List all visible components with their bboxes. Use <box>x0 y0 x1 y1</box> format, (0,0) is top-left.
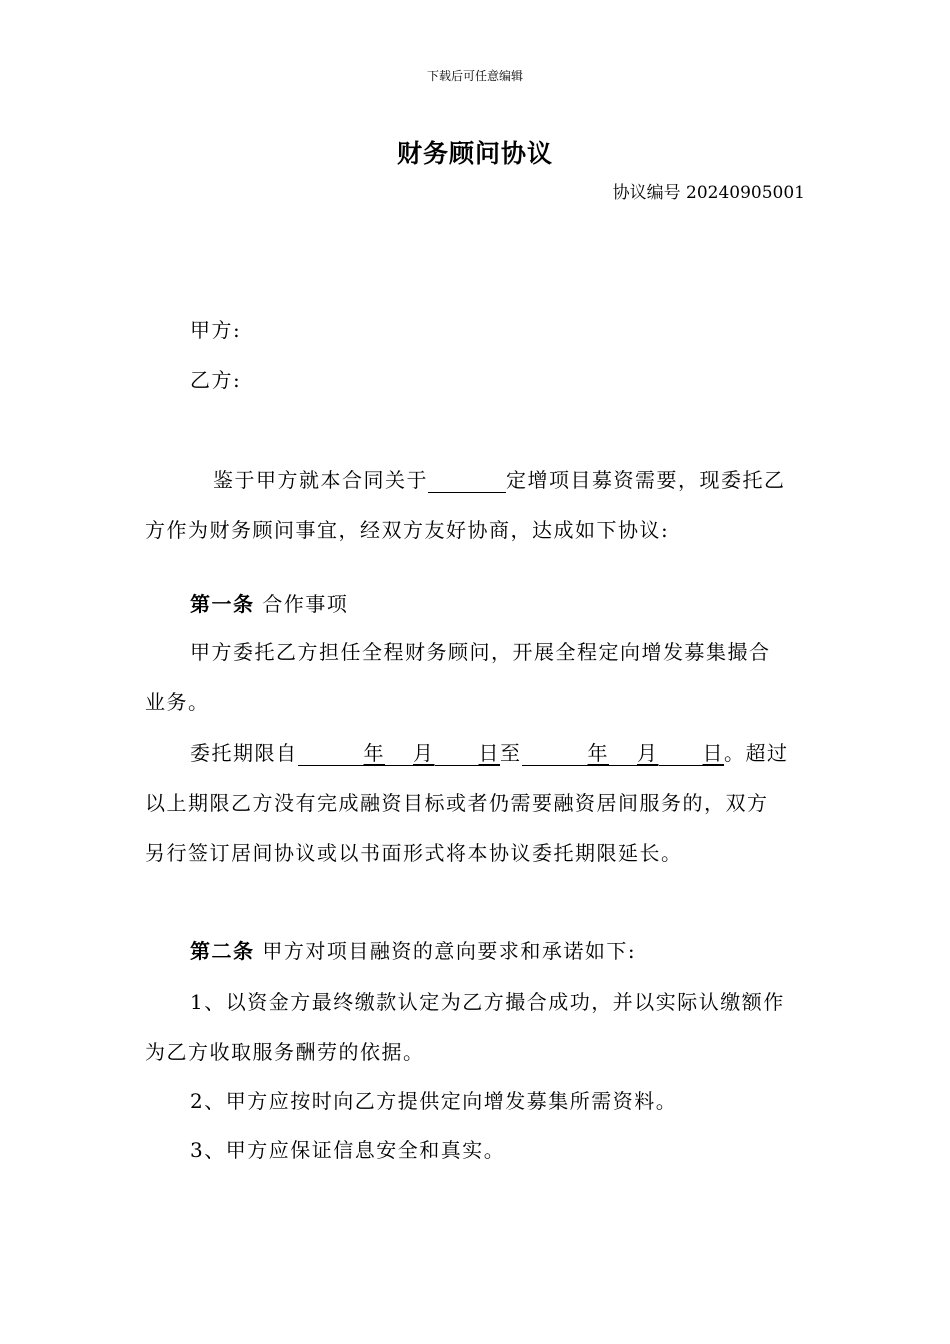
end-month-blank <box>609 743 637 766</box>
article-2-item-1-line-1: 1、以资金方最终缴款认定为乙方撮合成功，并以实际认缴额作 <box>190 990 785 1014</box>
start-day-blank <box>435 743 479 766</box>
agreement-number: 协议编号 20240905001 <box>612 183 805 203</box>
article-2-label: 第二条 <box>190 939 255 963</box>
header-note: 下载后可任意编辑 <box>426 69 523 83</box>
article-1-para-1-line-1: 甲方委托乙方担任全程财务顾问，开展全程定向增发募集撮合 <box>190 640 771 664</box>
start-month-blank <box>385 743 413 766</box>
project-name-blank <box>428 470 506 493</box>
preamble-text-1: 鉴于甲方就本合同关于 <box>213 468 428 492</box>
article-2-item-3: 3、甲方应保证信息安全和真实。 <box>190 1138 506 1162</box>
article-1-para-2-line-3: 另行签订居间协议或以书面形式将本协议委托期限延长。 <box>145 841 683 865</box>
start-year-label: 年 <box>363 741 385 765</box>
end-day-label: 日 <box>702 741 724 765</box>
term-prefix: 委托期限自 <box>190 741 298 765</box>
end-year-blank <box>522 743 588 766</box>
article-2-item-2: 2、甲方应按时向乙方提供定向增发募集所需资料。 <box>190 1089 678 1113</box>
article-1-title: 合作事项 <box>254 592 349 616</box>
end-month-label: 月 <box>637 741 659 765</box>
article-2-heading <box>190 935 636 964</box>
article-1-para-1-line-2: 业务。 <box>145 690 210 714</box>
party-b-label: 乙方: <box>190 368 242 392</box>
preamble-line-1 <box>213 464 786 493</box>
start-year-blank <box>298 743 364 766</box>
party-a-label: 甲方: <box>190 318 242 342</box>
article-2-title: 甲方对项目融资的意向要求和承诺如下: <box>254 939 637 963</box>
term-suffix: 。超过 <box>724 741 789 765</box>
start-day-label: 日 <box>478 741 500 765</box>
article-1-term-line <box>190 737 789 766</box>
start-month-label: 月 <box>413 741 435 765</box>
end-day-blank <box>659 743 703 766</box>
end-year-label: 年 <box>587 741 609 765</box>
article-1-label: 第一条 <box>190 592 255 616</box>
article-2-item-1-line-2: 为乙方收取服务酬劳的依据。 <box>145 1040 425 1064</box>
preamble-line-2: 方作为财务顾问事宜，经双方友好协商，达成如下协议: <box>145 518 670 542</box>
document-title: 财务顾问协议 <box>396 139 553 168</box>
term-to: 至 <box>500 741 522 765</box>
article-1-para-2-line-2: 以上期限乙方没有完成融资目标或者仍需要融资居间服务的，双方 <box>145 791 769 815</box>
article-1-heading <box>190 588 348 617</box>
preamble-text-2: 定增项目募资需要，现委托乙 <box>506 468 786 492</box>
